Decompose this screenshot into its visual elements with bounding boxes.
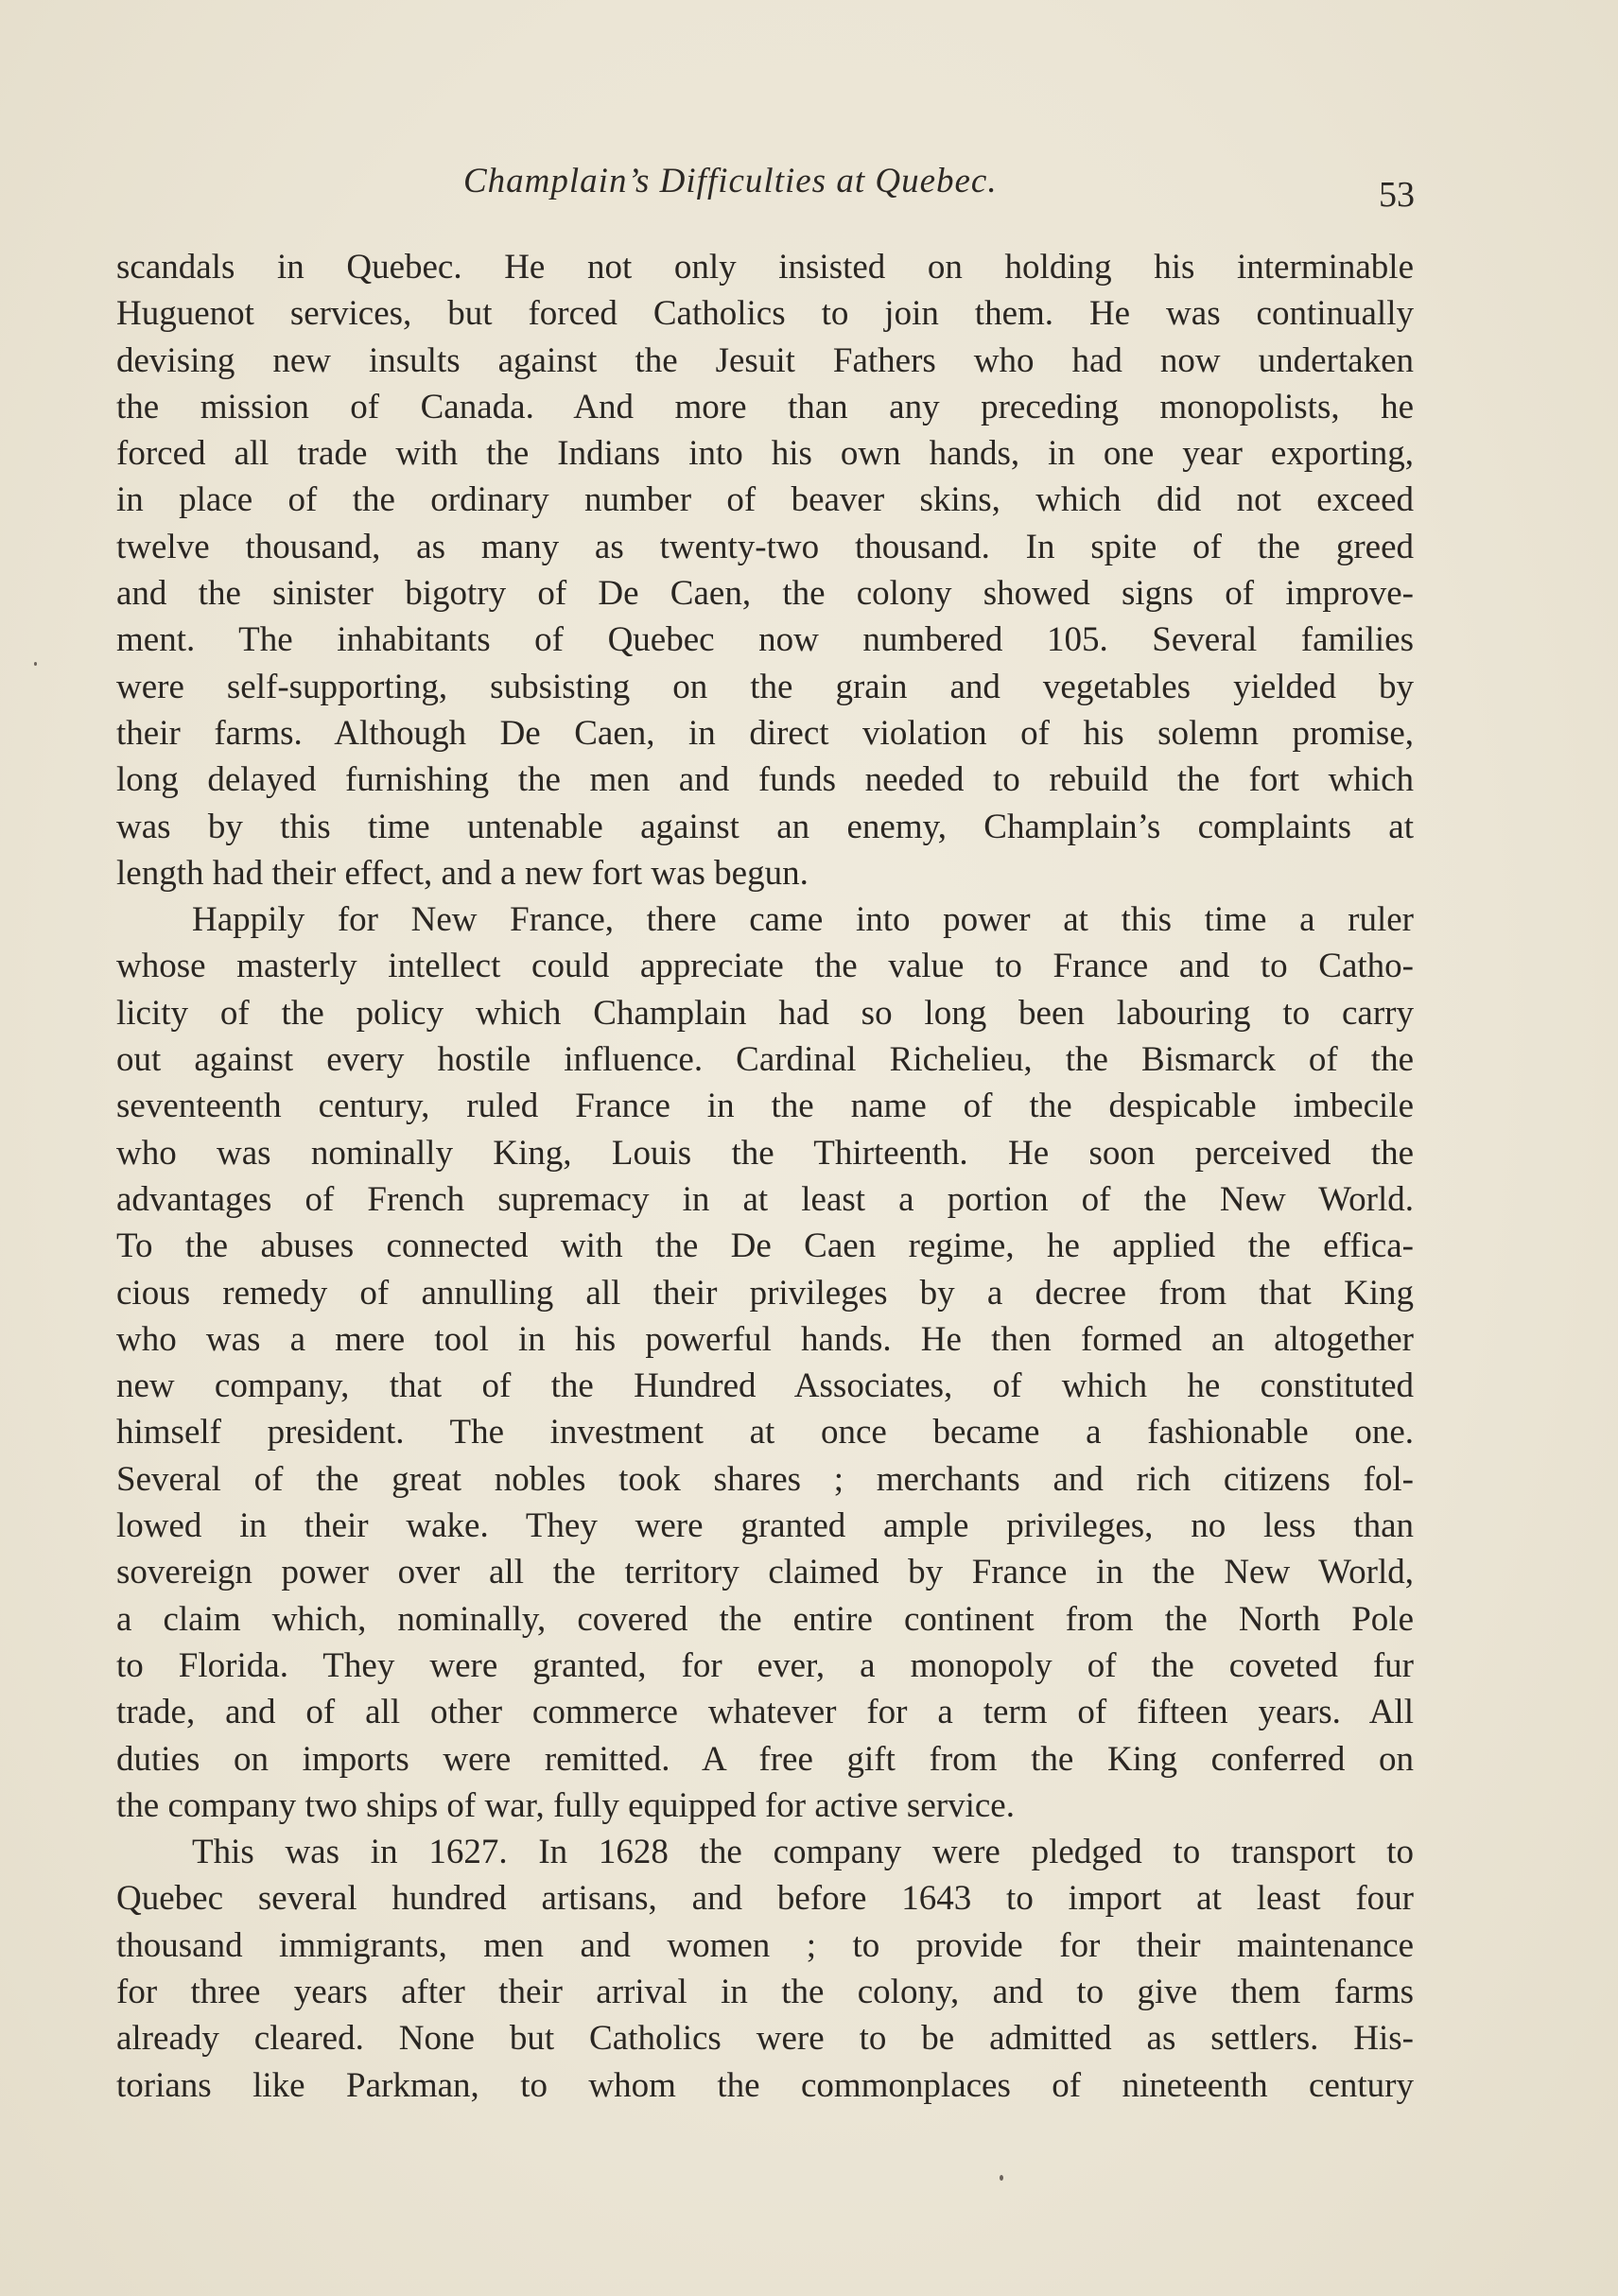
text-line: was by this time untenable against an enemy, Champlain’s complaints at xyxy=(116,807,1414,846)
text-line: trade, and of all other commerce whatever for a term of fifteen years. All xyxy=(116,1693,1414,1732)
text-line: advantages of French supremacy in at least a portion of the New World. xyxy=(116,1179,1414,1219)
text-line: To the abuses connected with the De Caen regime, he applied the effica- xyxy=(116,1226,1414,1266)
text-line: duties on imports were remitted. A free gift from the King conferred on xyxy=(116,1739,1414,1779)
text-line: Several of the great nobles took shares ; merchants and rich citizens fol- xyxy=(116,1459,1414,1499)
body-text xyxy=(116,244,1414,2109)
text-line: their farms. Although De Caen, in direct violation of his solemn promise, xyxy=(116,713,1414,753)
text-line: new company, that of the Hundred Associates, of which he constituted xyxy=(116,1366,1414,1406)
text-line: were self-supporting, subsisting on the grain and vegetables yielded by xyxy=(116,667,1414,706)
text-line: long delayed furnishing the men and funds needed to rebuild the fort which xyxy=(116,760,1414,800)
running-head: Champlain’s Difficulties at Quebec. xyxy=(463,162,998,200)
text-line: whose masterly intellect could appreciate the value to France and to Catho- xyxy=(116,947,1414,986)
text-line: a claim which, nominally, covered the entire continent from the North Pole xyxy=(116,1599,1414,1639)
text-line: the mission of Canada. And more than any preceding monopolists, he xyxy=(116,387,1414,426)
text-line: already cleared. None but Catholics were to be admitted as settlers. His- xyxy=(116,2019,1414,2059)
text-line: forced all trade with the Indians into his own hands, in one year exporting, xyxy=(116,434,1414,474)
paragraph-start: This was in 1627. In 1628 the company were pledged to transport to xyxy=(192,1833,1414,1872)
text-line: to Florida. They were granted, for ever, a monopoly of the coveted fur xyxy=(116,1645,1414,1685)
text-line: for three years after their arrival in the colony, and to give them farms xyxy=(116,1972,1414,2011)
text-line: who was a mere tool in his powerful hands. He then formed an altogether xyxy=(116,1319,1414,1359)
page-number: 53 xyxy=(1379,175,1415,215)
text-line: licity of the policy which Champlain had so long been labouring to carry xyxy=(116,993,1414,1033)
text-line: in place of the ordinary number of beaver skins, which did not exceed xyxy=(116,480,1414,520)
text-line: sovereign power over all the territory claimed by France in the New World, xyxy=(116,1553,1414,1592)
text-line: twelve thousand, as many as twenty-two thousand. In spite of the greed xyxy=(116,527,1414,566)
text-line: seventeenth century, ruled France in the name of the despicable imbecile xyxy=(116,1087,1414,1126)
ink-speck xyxy=(34,662,37,666)
text-line: Quebec several hundred artisans, and before 1643 to import at least four xyxy=(116,1879,1414,1919)
text-line: lowed in their wake. They were granted ample privileges, no less than xyxy=(116,1506,1414,1546)
text-line: torians like Parkman, to whom the commonplaces of nineteenth century xyxy=(116,2065,1414,2105)
text-line: scandals in Quebec. He not only insisted on holding his interminable xyxy=(116,248,1414,287)
text-line: length had their effect, and a new fort was begun. xyxy=(116,853,809,893)
ink-speck xyxy=(1000,2175,1003,2181)
text-line: out against every hostile influence. Cardinal Richelieu, the Bismarck of the xyxy=(116,1040,1414,1080)
text-line: ment. The inhabitants of Quebec now numbered 105. Several families xyxy=(116,620,1414,660)
text-line: devising new insults against the Jesuit Fathers who had now undertaken xyxy=(116,340,1414,380)
text-line: who was nominally King, Louis the Thirteenth. He soon perceived the xyxy=(116,1133,1414,1173)
text-line: himself president. The investment at once became a fashionable one. xyxy=(116,1413,1414,1452)
text-line: cious remedy of annulling all their privileges by a decree from that King xyxy=(116,1273,1414,1313)
text-line: Huguenot services, but forced Catholics to join them. He was continually xyxy=(116,294,1414,334)
text-line: the company two ships of war, fully equipped for active service. xyxy=(116,1785,1015,1825)
paragraph-start: Happily for New France, there came into power at this time a ruler xyxy=(192,900,1414,940)
text-line: thousand immigrants, men and women ; to provide for their maintenance xyxy=(116,1925,1414,1965)
text-line: and the sinister bigotry of De Caen, the colony showed signs of improve- xyxy=(116,574,1414,614)
